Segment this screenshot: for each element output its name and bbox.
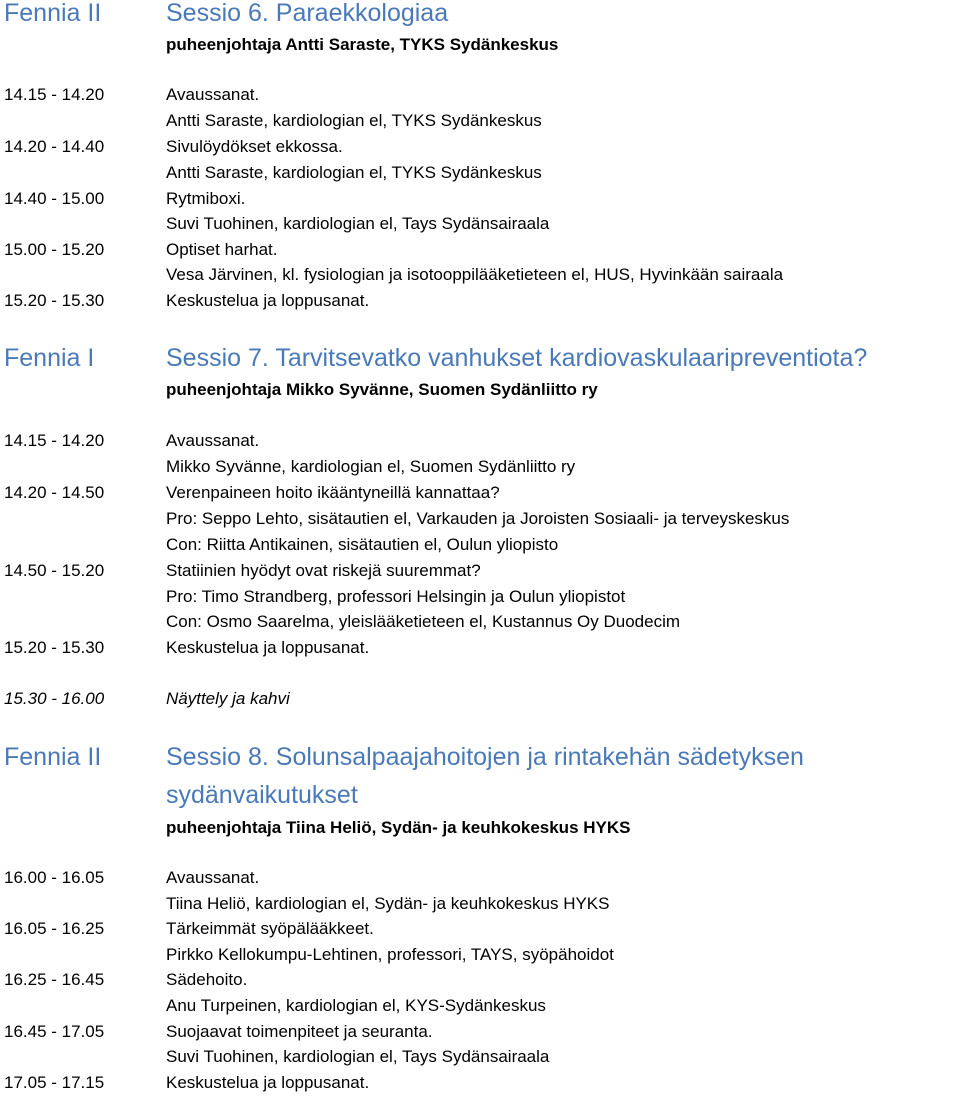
program-text: Keskustelua ja loppusanat. [166, 291, 370, 310]
session-8-title-line2: sydänvaikutukset [166, 781, 358, 809]
program-text: Avaussanat. [166, 431, 260, 450]
session-7-hall: Fennia I [4, 344, 95, 372]
time-slot: 14.20 - 14.50 [4, 483, 105, 502]
program-row [0, 262, 960, 288]
time-slot: 16.25 - 16.45 [4, 970, 105, 989]
program-text: Tiina Heliö, kardiologian el, Sydän- ja keuhkokeskus HYKS [166, 894, 610, 913]
session-8-title-line1: Sessio 8. Solunsalpaajahoitojen ja rintakehän sädetyksen [166, 743, 804, 771]
program-row [0, 160, 960, 186]
program-text: Pro: Seppo Lehto, sisätautien el, Varkauden ja Joroisten Sosiaali- ja terveyskeskus [166, 509, 790, 528]
time-slot: 16.00 - 16.05 [4, 868, 105, 887]
program-row [0, 454, 960, 480]
program-text: Suvi Tuohinen, kardiologian el, Tays Sydänsairaala [166, 214, 550, 233]
program-row [0, 1044, 960, 1070]
time-slot: 14.15 - 14.20 [4, 431, 105, 450]
time-slot: 14.50 - 15.20 [4, 561, 105, 580]
program-row [0, 237, 960, 263]
program-text: Con: Riitta Antikainen, sisätautien el, Oulun yliopisto [166, 535, 559, 554]
program-row [0, 506, 960, 532]
program-text: Suvi Tuohinen, kardiologian el, Tays Sydänsairaala [166, 1047, 550, 1066]
time-slot: 14.20 - 14.40 [4, 137, 105, 156]
time-slot: 15.00 - 15.20 [4, 240, 105, 259]
program-row [0, 108, 960, 134]
program-row [0, 186, 960, 212]
program-text: Keskustelua ja loppusanat. [166, 638, 370, 657]
program-row [0, 967, 960, 993]
time-slot: 15.20 - 15.30 [4, 638, 105, 657]
program-row [0, 891, 960, 917]
program-row [0, 288, 960, 314]
program-row [0, 865, 960, 891]
program-row [0, 1070, 960, 1096]
session-6-title: Sessio 6. Paraekkologiaa [166, 0, 449, 27]
program-text: Sivulöydökset ekkossa. [166, 137, 343, 156]
session-6-chair: puheenjohtaja Antti Saraste, TYKS Sydänkeskus [166, 35, 559, 54]
program-text: Antti Saraste, kardiologian el, TYKS Sydänkeskus [166, 163, 542, 182]
program-text: Avaussanat. [166, 868, 260, 887]
program-row [0, 532, 960, 558]
program-text: Pro: Timo Strandberg, professori Helsingin ja Oulun yliopistot [166, 587, 626, 606]
program-text: Tärkeimmät syöpälääkkeet. [166, 919, 374, 938]
program-row [0, 211, 960, 237]
program-text: Suojaavat toimenpiteet ja seuranta. [166, 1022, 433, 1041]
program-text: Rytmiboxi. [166, 189, 246, 208]
program-text: Keskustelua ja loppusanat. [166, 1073, 370, 1092]
program-row [0, 635, 960, 661]
program-text: Con: Osmo Saarelma, yleislääketieteen el, Kustannus Oy Duodecim [166, 612, 681, 631]
program-text: Avaussanat. [166, 85, 260, 104]
time-slot: 16.45 - 17.05 [4, 1022, 105, 1041]
time-slot: 14.15 - 14.20 [4, 85, 105, 104]
session-7-chair: puheenjohtaja Mikko Syvänne, Suomen Sydänliitto ry [166, 380, 598, 399]
program-row [0, 942, 960, 968]
program-row [0, 134, 960, 160]
break-text: Näyttely ja kahvi [166, 689, 290, 708]
break-row [0, 686, 960, 712]
time-slot: 16.05 - 16.25 [4, 919, 105, 938]
time-slot: 14.40 - 15.00 [4, 189, 105, 208]
program-row [0, 609, 960, 635]
time-slot: 17.05 - 17.15 [4, 1073, 105, 1092]
session-8-hall: Fennia II [4, 743, 102, 771]
program-row [0, 480, 960, 506]
break-time: 15.30 - 16.00 [4, 689, 105, 708]
program-text: Pirkko Kellokumpu-Lehtinen, professori, TAYS, syöpähoidot [166, 945, 614, 964]
program-text: Vesa Järvinen, kl. fysiologian ja isotooppilääketieteen el, HUS, Hyvinkään sairaala [166, 265, 784, 284]
program-text: Statiinien hyödyt ovat riskejä suuremmat? [166, 561, 481, 580]
time-slot: 15.20 - 15.30 [4, 291, 105, 310]
program-row [0, 584, 960, 610]
session-8-chair: puheenjohtaja Tiina Heliö, Sydän- ja keuhkokeskus HYKS [166, 818, 631, 837]
program-row [0, 1019, 960, 1045]
program-text: Anu Turpeinen, kardiologian el, KYS-Sydänkeskus [166, 996, 546, 1015]
program-row [0, 428, 960, 454]
program-text: Verenpaineen hoito ikääntyneillä kannattaa? [166, 483, 500, 502]
session-6-hall: Fennia II [4, 0, 102, 27]
program-text: Optiset harhat. [166, 240, 278, 259]
program-row [0, 82, 960, 108]
program-row [0, 993, 960, 1019]
program-text: Antti Saraste, kardiologian el, TYKS Sydänkeskus [166, 111, 542, 130]
session-7-title: Sessio 7. Tarvitsevatko vanhukset kardiovaskulaaripreventiota? [166, 344, 868, 372]
program-text: Mikko Syvänne, kardiologian el, Suomen Sydänliitto ry [166, 457, 576, 476]
program-row [0, 558, 960, 584]
program-text: Sädehoito. [166, 970, 248, 989]
program-row [0, 916, 960, 942]
